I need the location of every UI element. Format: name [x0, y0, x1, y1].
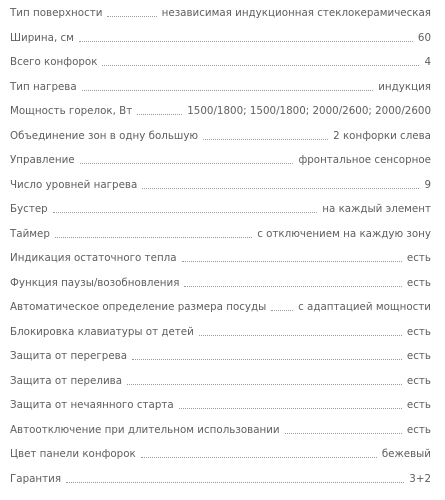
spec-row [10, 441, 431, 461]
spec-row [10, 123, 431, 143]
spec-label: Объединение зон в одну большую [10, 129, 199, 142]
dotted-leader [80, 162, 294, 164]
spec-label: Защита от нечаянного старта [10, 399, 174, 411]
spec-label: Всего конфорок [10, 56, 98, 68]
spec-row [10, 392, 431, 412]
dotted-leader [66, 481, 404, 483]
dotted-leader [107, 15, 156, 17]
dotted-leader [82, 89, 374, 91]
spec-row [10, 466, 431, 486]
spec-value: есть [406, 423, 431, 436]
spec-row [10, 172, 431, 192]
dotted-leader [102, 64, 419, 66]
spec-value: 9 [424, 178, 431, 191]
spec-row [10, 294, 431, 314]
spec-label: Таймер [10, 227, 50, 240]
spec-row [10, 368, 431, 388]
spec-value: есть [406, 350, 431, 362]
spec-value: 1500/1800; 1500/1800; 2000/2600; 2000/2600 [187, 105, 431, 117]
spec-label: Ширина, см [10, 31, 74, 44]
spec-row [10, 25, 431, 45]
spec-value: 3+2 [409, 472, 431, 485]
dotted-leader [271, 309, 293, 311]
spec-row [10, 221, 431, 241]
spec-value: на каждый элемент [322, 203, 431, 215]
spec-label: Защита от перелива [10, 374, 123, 387]
spec-label: Индикация остаточного тепла [10, 252, 177, 264]
spec-row [10, 0, 431, 20]
dotted-leader [179, 407, 402, 409]
spec-value: с адаптацией мощности [298, 301, 431, 313]
spec-value: есть [406, 252, 431, 264]
dotted-leader [182, 260, 402, 262]
dotted-leader [199, 334, 402, 336]
dotted-leader [285, 432, 402, 434]
dotted-leader [184, 285, 402, 287]
dotted-leader [79, 40, 413, 42]
spec-label: Управление [10, 154, 75, 166]
spec-label: Тип нагрева [10, 80, 77, 93]
spec-row [10, 98, 431, 118]
spec-row [10, 417, 431, 437]
spec-label: Блокировка клавиатуры от детей [10, 325, 194, 338]
spec-value: 2 конфорки слева [333, 129, 431, 142]
dotted-leader [53, 211, 318, 213]
spec-value: есть [406, 399, 431, 411]
spec-value: есть [406, 325, 431, 338]
spec-value: 4 [424, 56, 431, 68]
spec-row [10, 74, 431, 94]
spec-row [10, 196, 431, 216]
spec-value: бежевый [381, 448, 431, 460]
spec-value: 60 [417, 31, 431, 44]
spec-row [10, 270, 431, 290]
spec-label: Автоматическое определение размера посуды [10, 301, 267, 313]
dotted-leader [127, 383, 402, 385]
spec-label: Функция паузы/возобновления [10, 276, 180, 289]
spec-label: Бустер [10, 203, 48, 215]
spec-label: Защита от перегрева [10, 350, 128, 362]
spec-label: Цвет панели конфорок [10, 448, 136, 460]
spec-value: независимая индукционная стеклокерамическая [161, 7, 431, 19]
dotted-leader [55, 236, 252, 238]
dotted-leader [141, 456, 377, 458]
dotted-leader [132, 358, 402, 360]
spec-row [10, 319, 431, 339]
spec-label: Автоотключение при длительном использовании [10, 423, 280, 436]
spec-label: Гарантия [10, 472, 62, 485]
spec-label: Мощность горелок, Вт [10, 105, 133, 117]
spec-value: есть [406, 374, 431, 387]
dotted-leader [142, 187, 419, 189]
dotted-leader [203, 138, 328, 140]
spec-value: с отключением на каждую зону [257, 227, 431, 240]
spec-row [10, 245, 431, 265]
spec-label: Число уровней нагрева [10, 178, 138, 191]
spec-row [10, 343, 431, 363]
spec-value: есть [406, 276, 431, 289]
spec-value: фронтальное сенсорное [298, 154, 431, 166]
spec-row [10, 49, 431, 69]
spec-label: Тип поверхности [10, 7, 103, 19]
dotted-leader [137, 113, 182, 115]
spec-value: индукция [378, 80, 431, 93]
spec-row [10, 147, 431, 167]
